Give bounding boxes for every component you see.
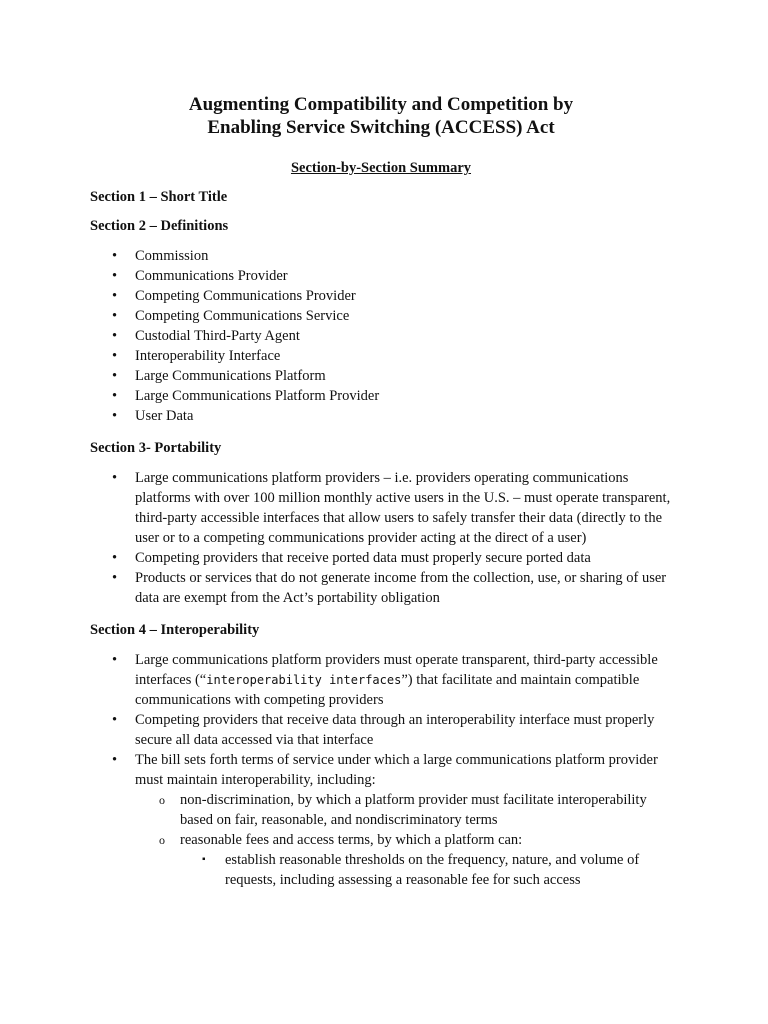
section-3-heading: Section 3- Portability [90, 440, 222, 456]
bullet-icon: • [112, 550, 118, 566]
list-item: ▪ establish reasonable thresholds on the frequency, nature, and volume of requests, including assessing a reasonable fee for such access [202, 852, 640, 888]
list-item: • Products or services that do not generate income from the collection, use, or sharing of user data are exempt from the Act’s portability obligation [112, 570, 667, 606]
list-item: o non-discrimination, by which a platform provider must facilitate interoperability based on fair, reasonable, and nondiscriminatory terms [159, 792, 647, 828]
interoperability-interfaces-term: interoperability interfaces [206, 673, 402, 687]
title-line-1: Augmenting Compatibility and Competition by [188, 94, 574, 115]
circle-bullet-icon: o [159, 833, 165, 847]
interoperability-list [90, 650, 672, 890]
bullet-icon: • [112, 308, 118, 324]
terms-sublist [135, 790, 672, 890]
list-item: • Commission [112, 248, 209, 264]
section-1-heading: Section 1 – Short Title [90, 189, 228, 205]
list-item: • Large Communications Platform [112, 368, 326, 384]
document-title [90, 0, 672, 139]
bullet-icon: • [112, 328, 118, 344]
list-item: • Competing Communications Service [112, 308, 350, 324]
title-line-2: Enabling Service Switching (ACCESS) Act [207, 117, 555, 138]
circle-bullet-icon: o [159, 793, 165, 807]
list-item: • Competing providers that receive data through an interoperability interface must properly secure all data accessed via that interface [112, 712, 655, 748]
definitions-list [90, 246, 672, 426]
section-4-heading: Section 4 – Interoperability [90, 622, 260, 638]
bullet-icon: • [112, 570, 118, 586]
list-item: • Large communications platform providers must operate transparent, third-party accessible interfaces (“interoperability interfaces”) that facilitate and maintain compatible communications with competing providers [112, 652, 658, 708]
list-item: • Communications Provider [112, 268, 288, 284]
bullet-icon: • [112, 288, 118, 304]
section-2-heading: Section 2 – Definitions [90, 218, 229, 234]
bullet-icon: • [112, 388, 118, 404]
bullet-icon: • [112, 368, 118, 384]
list-item: • User Data [112, 408, 194, 424]
list-item: • Competing Communications Provider [112, 288, 356, 304]
bullet-icon: • [112, 348, 118, 364]
list-item: • Large communications platform providers – i.e. providers operating communications platforms with over 100 million monthly active users in the U.S. – must operate transparent, third-party accessible interfaces that allow users to safely transfer their data (directly to the user or to a competing communications provider acting at the direct of a user) [112, 470, 671, 546]
bullet-icon: • [112, 268, 118, 284]
document-subtitle: Section-by-Section Summary [290, 160, 472, 176]
bullet-icon: • [112, 248, 118, 264]
square-bullet-icon: ▪ [202, 854, 206, 865]
list-item: • Custodial Third-Party Agent [112, 328, 300, 344]
list-item: • Competing providers that receive ported data must properly secure ported data [112, 550, 591, 566]
bullet-icon: • [112, 712, 118, 728]
fees-sublist [180, 850, 672, 890]
list-item: • Large Communications Platform Provider [112, 388, 380, 404]
bullet-icon: • [112, 752, 118, 768]
bullet-icon: • [112, 652, 118, 668]
portability-list [90, 468, 672, 608]
list-item: • The bill sets forth terms of service under which a large communications platform provider must maintain interoperability, including: o non-discrimination, by which a platform provider must facilitate interoperability based on fair, reasonable, and nondiscriminatory terms o reasonable fees and access terms, by which a platform can: ▪ establish reasonable thresholds on the frequency, nature, and volume of requests, including assessing a reasonable fee for such access [90, 750, 672, 890]
bullet-icon: • [112, 408, 118, 424]
bullet-icon: • [112, 470, 118, 486]
list-item: o reasonable fees and access terms, by which a platform can: ▪ establish reasonable thresholds on the frequency, nature, and volume of requests, including assessing a reasonable fee for such access [135, 830, 672, 890]
list-item: • Interoperability Interface [112, 348, 281, 364]
